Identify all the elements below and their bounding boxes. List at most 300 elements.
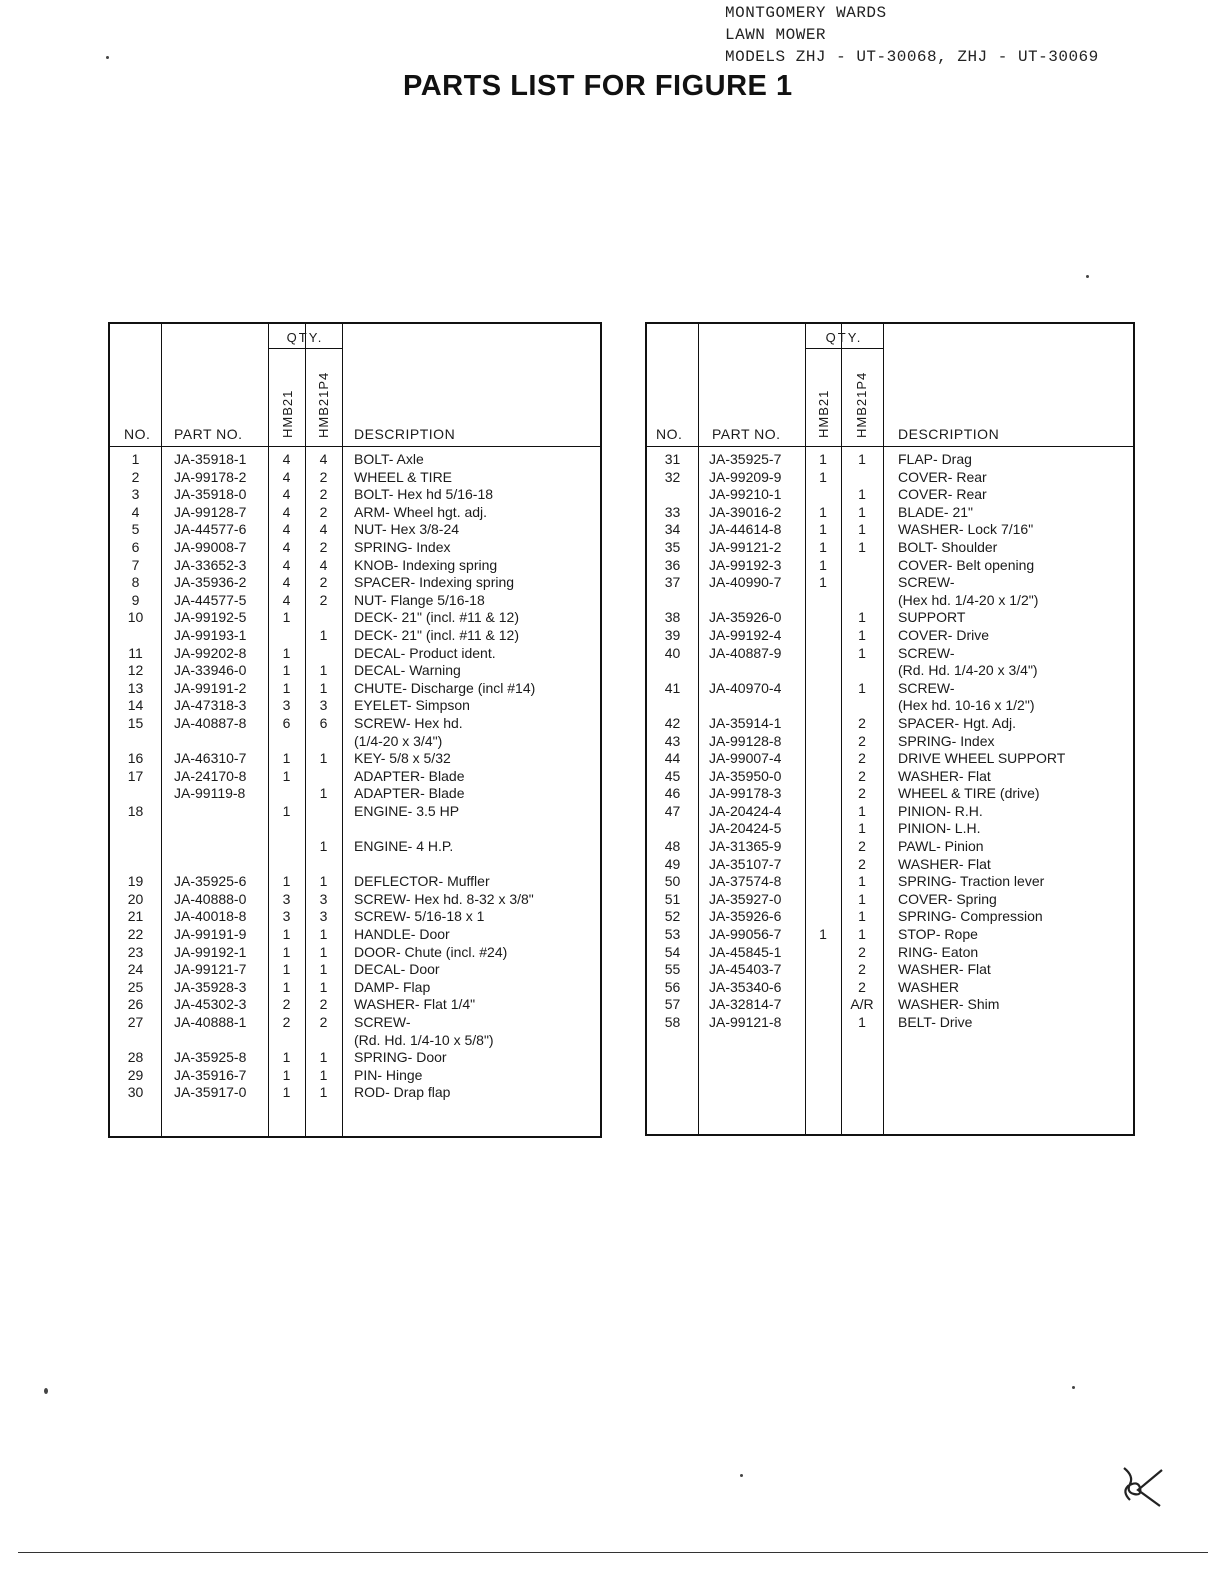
item-number: 53: [664, 926, 681, 943]
item-number: 11: [128, 644, 143, 661]
part-number: JA-39016-2: [709, 503, 782, 520]
item-number: 57: [664, 996, 681, 1013]
part-number: JA-99210-1: [709, 486, 782, 503]
hmb21p4-heading: HMB21P4: [854, 371, 869, 438]
description: DECAL- Product ident.: [354, 644, 496, 661]
table-row: [647, 768, 1133, 786]
table-row: [647, 979, 1133, 997]
qty-hmb21p4: 2: [858, 978, 866, 995]
description: SCREW- Hex hd. 8-32 x 3/8": [354, 890, 534, 907]
table-row: [110, 873, 600, 891]
part-number: JA-35950-0: [709, 767, 782, 784]
table-row: [647, 539, 1133, 557]
qty-heading: QTY.: [825, 330, 863, 345]
part-number: JA-24170-8: [174, 767, 247, 784]
item-number: 2: [131, 468, 140, 485]
description: BOLT- Shoulder: [898, 538, 998, 555]
qty-hmb21: 4: [282, 468, 291, 485]
part-number: JA-99121-2: [709, 538, 782, 555]
qty-hmb21p4: 2: [858, 961, 866, 978]
part-number: JA-99192-4: [709, 626, 782, 643]
table-row: [110, 926, 600, 944]
qty-hmb21: 4: [282, 574, 291, 591]
description: EYELET- Simpson: [354, 697, 470, 714]
item-number: 54: [664, 943, 681, 960]
description: PINION- L.H.: [898, 820, 981, 837]
item-number: 42: [664, 714, 681, 731]
item-number: 17: [127, 767, 144, 784]
item-number: 9: [131, 591, 140, 608]
qty-hmb21: 1: [819, 468, 827, 485]
table-row: [110, 856, 600, 874]
item-number: 49: [664, 855, 681, 872]
table-row: [110, 768, 600, 786]
description: KEY- 5/8 x 5/32: [354, 750, 451, 767]
part-no-heading: PART NO.: [712, 426, 781, 442]
table-row: [647, 1014, 1133, 1032]
part-number: JA-35914-1: [709, 714, 782, 731]
part-number: JA-20424-5: [709, 820, 782, 837]
description: ROD- Drap flap: [354, 1084, 451, 1101]
description: DECK- 21" (incl. #11 & 12): [354, 626, 519, 643]
table-row: [647, 838, 1133, 856]
part-number: JA-35917-0: [174, 1084, 247, 1101]
table-row: [647, 662, 1133, 680]
description: BOLT- Hex hd 5/16-18: [354, 486, 494, 503]
description: CHUTE- Discharge (incl #14): [354, 679, 536, 696]
qty-hmb21p4: 1: [319, 785, 328, 802]
part-number: JA-33652-3: [174, 556, 247, 573]
item-number: 51: [664, 890, 681, 907]
qty-hmb21p4: 4: [319, 556, 328, 573]
item-number: 25: [127, 978, 144, 995]
bottom-rule: [18, 1552, 1208, 1553]
item-number: 28: [127, 1049, 144, 1066]
qty-hmb21p4: 1: [319, 679, 328, 696]
qty-hmb21: 1: [819, 926, 827, 943]
description: ADAPTER- Blade: [354, 767, 465, 784]
description: SCREW-: [898, 679, 955, 696]
description: KNOB- Indexing spring: [354, 556, 498, 573]
qty-hmb21: 4: [282, 556, 291, 573]
table-row: [647, 908, 1133, 926]
scan-speck: [106, 56, 109, 59]
scan-speck: [740, 1474, 743, 1477]
qty-hmb21: 1: [819, 574, 827, 591]
item-number: 44: [664, 750, 681, 767]
description: SPRING- Index: [898, 732, 995, 749]
table-row: [647, 451, 1133, 469]
qty-hmb21p4: 1: [858, 679, 866, 696]
table-row: [110, 908, 600, 926]
qty-hmb21: 1: [819, 538, 827, 555]
qty-hmb21p4: 2: [319, 538, 328, 555]
description: SPRING- Traction lever: [898, 873, 1045, 890]
table-row: [110, 680, 600, 698]
qty-hmb21p4: A/R: [850, 996, 874, 1013]
item-number: 23: [127, 943, 144, 960]
qty-hmb21: 4: [282, 538, 291, 555]
part-number: JA-35925-7: [709, 451, 782, 467]
part-number: JA-46310-7: [174, 750, 247, 767]
description: WASHER- Flat 1/4": [354, 996, 476, 1013]
qty-hmb21p4: 1: [858, 926, 866, 943]
description: DOOR- Chute (incl. #24): [354, 943, 508, 960]
item-number: 32: [664, 468, 681, 485]
header-models: MODELS ZHJ - UT-30068, ZHJ - UT-30069: [725, 48, 1099, 66]
description-heading: DESCRIPTION: [354, 426, 456, 442]
item-number: 37: [664, 574, 681, 591]
description: STOP- Rope: [898, 926, 978, 943]
table-row: [110, 961, 600, 979]
table-row: [110, 803, 600, 821]
qty-hmb21: 1: [282, 662, 291, 679]
qty-hmb21p4: 2: [319, 996, 328, 1013]
description: WASHER- Flat: [898, 855, 991, 872]
description: COVER- Rear: [898, 468, 987, 485]
description: SCREW-: [354, 1014, 411, 1030]
part-number: JA-40888-0: [174, 890, 247, 907]
table-row: [110, 891, 600, 909]
item-number: 4: [131, 503, 140, 520]
qty-hmb21: 1: [282, 978, 291, 995]
qty-hmb21p4: 2: [858, 943, 866, 960]
item-number: 56: [664, 978, 681, 995]
item-number: 33: [664, 503, 681, 520]
item-number: 58: [664, 1014, 681, 1030]
qty-hmb21p4: 2: [319, 486, 328, 503]
qty-hmb21: 1: [282, 750, 291, 767]
qty-hmb21p4: 2: [858, 838, 866, 855]
qty-hmb21p4: 2: [858, 714, 866, 731]
part-number: JA-99056-7: [709, 926, 782, 943]
table-row: [110, 662, 600, 680]
qty-hmb21: 1: [282, 767, 291, 784]
qty-hmb21p4: 1: [858, 609, 866, 626]
qty-heading: QTY.: [286, 330, 324, 345]
table-row: [110, 521, 600, 539]
part-number: JA-99178-3: [709, 785, 782, 802]
description: SUPPORT: [898, 609, 966, 626]
part-number: JA-33946-0: [174, 662, 247, 679]
document-header: [725, 2, 1099, 68]
item-number: 45: [664, 767, 681, 784]
part-number: JA-44577-5: [174, 591, 247, 608]
description: BELT- Drive: [898, 1014, 973, 1030]
qty-hmb21: 2: [282, 1014, 291, 1030]
qty-hmb21: 1: [282, 961, 291, 978]
item-number: 21: [127, 908, 144, 925]
description: BOLT- Axle: [354, 451, 424, 467]
qty-hmb21p4: 2: [319, 1014, 328, 1030]
part-number: JA-35918-0: [174, 486, 247, 503]
qty-hmb21p4: 3: [319, 697, 328, 714]
header-rule: [647, 446, 1133, 447]
scan-speck: [1072, 1386, 1075, 1389]
part-number: JA-35926-0: [709, 609, 782, 626]
description: ENGINE- 3.5 HP: [354, 802, 460, 819]
part-number: JA-37574-8: [709, 873, 782, 890]
part-number: JA-44614-8: [709, 521, 782, 538]
item-number: 18: [127, 802, 144, 819]
part-number: JA-47318-3: [174, 697, 247, 714]
part-number: JA-99121-8: [709, 1014, 782, 1030]
description: SCREW- 5/16-18 x 1: [354, 908, 485, 925]
table-row: [647, 609, 1133, 627]
part-number: JA-35928-3: [174, 978, 247, 995]
description: SPACER- Hgt. Adj.: [898, 714, 1017, 731]
table-row: [647, 803, 1133, 821]
qty-hmb21p4: 3: [319, 890, 328, 907]
description: SPRING- Door: [354, 1049, 447, 1066]
item-number: 12: [127, 662, 144, 679]
table-row: [110, 451, 600, 469]
qty-hmb21p4: 1: [319, 662, 328, 679]
qty-hmb21: 1: [819, 556, 827, 573]
qty-hmb21: 1: [282, 1049, 291, 1066]
table-row: [647, 680, 1133, 698]
item-number: 15: [127, 714, 144, 731]
description: (Hex hd. 1/4-20 x 1/2"): [898, 591, 1039, 608]
part-number: JA-35926-6: [709, 908, 782, 925]
description: (1/4-20 x 3/4"): [354, 732, 443, 749]
item-number: 3: [131, 486, 140, 503]
qty-hmb21p4: 4: [319, 521, 328, 538]
part-number: JA-99128-7: [174, 503, 247, 520]
qty-hmb21p4: 2: [858, 855, 866, 872]
qty-hmb21p4: 1: [319, 1084, 328, 1101]
part-number: JA-35936-2: [174, 574, 247, 591]
hmb21-heading: HMB21: [816, 389, 831, 438]
qty-hmb21p4: 2: [319, 468, 328, 485]
description: COVER- Drive: [898, 626, 990, 643]
qty-hmb21: 1: [282, 926, 291, 943]
parts-rows-left: [110, 451, 600, 1102]
qty-hmb21p4: 1: [319, 626, 328, 643]
part-number: JA-99008-7: [174, 538, 247, 555]
table-row: [110, 1084, 600, 1102]
qty-hmb21p4: 1: [858, 873, 866, 890]
qty-hmb21: 1: [282, 873, 291, 890]
table-row: [110, 697, 600, 715]
part-number: JA-44577-6: [174, 521, 247, 538]
qty-hmb21p4: 1: [858, 1014, 866, 1030]
qty-hmb21p4: 1: [858, 908, 866, 925]
qty-hmb21p4: 1: [319, 750, 328, 767]
hmb21-heading: HMB21: [280, 389, 295, 438]
qty-hmb21p4: 1: [319, 873, 328, 890]
description: NUT- Flange 5/16-18: [354, 591, 485, 608]
description: PINION- R.H.: [898, 802, 983, 819]
header-product: LAWN MOWER: [725, 26, 827, 44]
qty-hmb21p4: 1: [858, 538, 866, 555]
description: ARM- Wheel hgt. adj.: [354, 503, 488, 520]
table-row: [110, 785, 600, 803]
table-row: [647, 820, 1133, 838]
table-row: [647, 733, 1133, 751]
qty-hmb21p4: 1: [319, 978, 328, 995]
qty-hmb21p4: 2: [319, 591, 328, 608]
description: WHEEL & TIRE: [354, 468, 453, 485]
qty-hmb21: 3: [282, 697, 291, 714]
description: DAMP- Flap: [354, 978, 431, 995]
qty-hmb21: 1: [819, 521, 827, 538]
part-number: JA-99193-1: [174, 626, 247, 643]
table-row: [647, 592, 1133, 610]
item-number: 10: [127, 609, 144, 626]
qty-hmb21: 1: [282, 802, 291, 819]
table-row: [647, 891, 1133, 909]
description: COVER- Belt opening: [898, 556, 1035, 573]
part-number: JA-40970-4: [709, 679, 782, 696]
part-number: JA-45302-3: [174, 996, 247, 1013]
table-row: [110, 574, 600, 592]
table-row: [110, 944, 600, 962]
part-number: JA-99192-5: [174, 609, 247, 626]
table-row: [647, 856, 1133, 874]
description: RING- Eaton: [898, 943, 979, 960]
qty-hmb21: 3: [282, 908, 291, 925]
item-number: 48: [664, 838, 681, 855]
hmb21p4-heading: HMB21P4: [316, 371, 331, 438]
table-row: [647, 944, 1133, 962]
part-number: JA-35340-6: [709, 978, 782, 995]
part-number: JA-99191-9: [174, 926, 247, 943]
item-number: 13: [127, 679, 144, 696]
qty-hmb21: 1: [282, 943, 291, 960]
part-number: JA-99192-1: [174, 943, 247, 960]
description: COVER- Rear: [898, 486, 987, 503]
table-row: [647, 697, 1133, 715]
description: WASHER- Flat: [898, 961, 991, 978]
qty-hmb21p4: 6: [319, 714, 328, 731]
part-number: JA-40887-8: [174, 714, 247, 731]
qty-hmb21p4: 1: [319, 926, 328, 943]
qty-hmb21: 1: [282, 644, 291, 661]
item-number: 40: [664, 644, 681, 661]
table-row: [110, 1014, 600, 1032]
no-heading: NO.: [124, 426, 151, 442]
item-number: 39: [664, 626, 681, 643]
item-number: 47: [664, 802, 681, 819]
description: (Hex hd. 10-16 x 1/2"): [898, 697, 1035, 714]
qty-hmb21p4: 1: [858, 644, 866, 661]
description-heading: DESCRIPTION: [898, 426, 1000, 442]
qty-hmb21p4: 1: [319, 838, 328, 855]
description: COVER- Spring: [898, 890, 997, 907]
table-row: [110, 1049, 600, 1067]
item-number: 7: [131, 556, 140, 573]
description: WHEEL & TIRE (drive): [898, 785, 1040, 802]
part-number: JA-45403-7: [709, 961, 782, 978]
parts-table-right: [645, 322, 1135, 1136]
description: WASHER- Flat: [898, 767, 991, 784]
qty-hmb21p4: 1: [319, 1066, 328, 1083]
part-number: JA-99209-9: [709, 468, 782, 485]
qty-hmb21p4: 2: [858, 767, 866, 784]
item-number: 36: [664, 556, 681, 573]
qty-hmb21p4: 1: [858, 521, 866, 538]
description: DRIVE WHEEL SUPPORT: [898, 750, 1066, 767]
table-row: [647, 521, 1133, 539]
page-title: PARTS LIST FOR FIGURE 1: [403, 70, 793, 102]
table-row: [110, 996, 600, 1014]
part-number: JA-99202-8: [174, 644, 247, 661]
table-row: [647, 557, 1133, 575]
description: SCREW-: [898, 644, 955, 661]
table-row: [647, 486, 1133, 504]
table-row: [647, 785, 1133, 803]
table-row: [110, 645, 600, 663]
qty-hmb21: 2: [282, 996, 291, 1013]
qty-underline: [268, 348, 342, 349]
qty-hmb21: 1: [819, 451, 827, 467]
item-number: 1: [131, 451, 140, 467]
table-row: [110, 715, 600, 733]
table-row: [110, 979, 600, 997]
item-number: 22: [127, 926, 144, 943]
qty-underline: [805, 348, 883, 349]
part-number: JA-40018-8: [174, 908, 247, 925]
qty-hmb21p4: 1: [858, 802, 866, 819]
qty-hmb21p4: 3: [319, 908, 328, 925]
table-row: [647, 504, 1133, 522]
item-number: 43: [664, 732, 681, 749]
item-number: 50: [664, 873, 681, 890]
table-row: [110, 592, 600, 610]
scan-speck: [1086, 275, 1089, 278]
item-number: 31: [664, 451, 681, 467]
description: WASHER- Lock 7/16": [898, 521, 1034, 538]
qty-hmb21: 1: [282, 1084, 291, 1101]
table-row: [110, 838, 600, 856]
qty-hmb21p4: 1: [858, 626, 866, 643]
part-number: JA-35916-7: [174, 1066, 247, 1083]
description: (Rd. Hd. 1/4-10 x 5/8"): [354, 1031, 494, 1048]
qty-hmb21p4: 2: [319, 503, 328, 520]
item-number: 19: [127, 873, 144, 890]
description: PIN- Hinge: [354, 1066, 423, 1083]
qty-hmb21p4: 2: [319, 574, 328, 591]
table-row: [110, 733, 600, 751]
qty-hmb21: 1: [282, 679, 291, 696]
part-number: JA-35925-6: [174, 873, 247, 890]
part-number: JA-45845-1: [709, 943, 782, 960]
part-number: JA-99192-3: [709, 556, 782, 573]
qty-hmb21p4: 1: [858, 451, 866, 467]
item-number: 38: [664, 609, 681, 626]
qty-hmb21p4: 1: [319, 1049, 328, 1066]
table-row: [110, 504, 600, 522]
qty-hmb21p4: 1: [858, 890, 866, 907]
qty-hmb21p4: 1: [858, 486, 866, 503]
qty-hmb21: 6: [282, 714, 291, 731]
scan-speck: [44, 1388, 48, 1394]
qty-hmb21: 4: [282, 451, 291, 467]
header-brand: MONTGOMERY WARDS: [725, 4, 887, 22]
handwritten-mark: [1118, 1462, 1166, 1510]
description: (Rd. Hd. 1/4-20 x 3/4"): [898, 662, 1038, 679]
table-row: [110, 820, 600, 838]
table-row: [647, 645, 1133, 663]
table-row: [647, 715, 1133, 733]
description: FLAP- Drag: [898, 451, 972, 467]
part-number: JA-40888-1: [174, 1014, 247, 1030]
qty-hmb21: 3: [282, 890, 291, 907]
part-number: JA-35925-8: [174, 1049, 247, 1066]
item-number: 14: [127, 697, 144, 714]
table-row: [647, 926, 1133, 944]
